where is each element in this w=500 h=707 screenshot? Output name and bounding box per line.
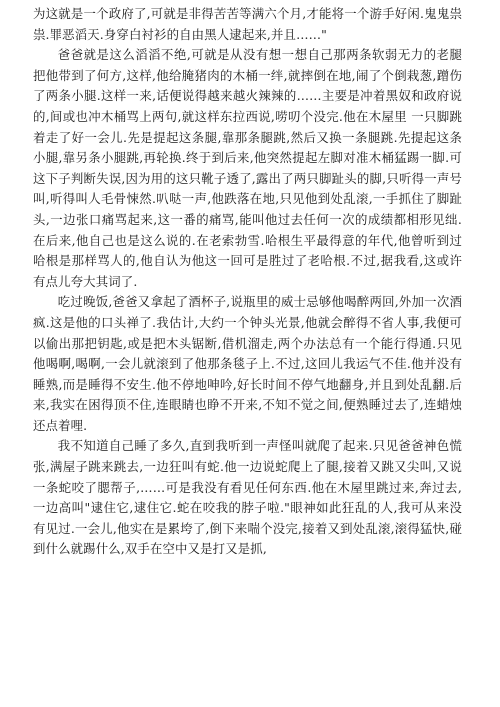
paragraph-after-supper: 吃过晚饭,爸爸又拿起了酒杯子,说瓶里的威士忌够他喝醉两回,外加一次酒疯.这是他的口头禅了.我估计,大约一个钟头光景,他就会醉得不省人事,我便可以偷出那把钥匙,或是把木头锯断,借机溜走,两个办法总有一个能行得通.只见他喝啊,喝啊,一会儿就滚到了他那条毯子上.不过,这回儿我运气不佳.他并没有睡熟,而是睡得不安生.他不停地呻吟,好长时间不停气地翻身,并且到处乱翻.后来,我实在困得顶不住,连眼睛也睁不开来,不知不觉之间,便熟睡过去了,连蜡烛还点着哩. — [33, 294, 462, 433]
paragraph-dad-kicks-barrel: 爸爸就是这么滔滔不绝,可就是从没有想一想自己那两条软弱无力的老腿把他带到了何方,这样,他给腌猪肉的木桶一绊,就摔倒在地,闹了个倒栽葱,蹭伤了两条小腿.这样一来,话便说得越来越火辣辣的……主要是冲着黑奴和政府说的,间或也冲木桶骂上两句,就这样东拉西说,唠叨个没完.他在木屋里 一只脚跳着走了好一会儿.先是提起这条腿,靠那条腿跳,然后又换一条腿跳.先提起这条小腿,靠另条小腿跳,再轮换.终于到后来,他突然提起左脚对准木桶猛踢一脚.可这下子判断失误,因为用的这只靴子透了,露出了两只脚趾头的脚,只听得一声号叫,听得叫人毛骨悚然.叭哒一声,他跌落在地,只见他到处乱滚,一手抓住了脚趾头,一边张口痛骂起来,这一番的痛骂,能叫他过去任何一次的成绩都相形见绌.在后来,他自己也是这么说的.在老索勃雪.哈根生平最得意的年代,他曾听到过哈根是那样骂人的,他自认为他这一回可是胜过了老哈根.不过,据我看,这或许有点儿夸大其词了. — [33, 47, 462, 289]
paragraph-snakes: 我不知道自己睡了多久,直到我听到一声怪叫就爬了起来.只见爸爸神色慌张,满屋子跳来跳去,一边狂叫有蛇.他一边说蛇爬上了腿,接着又跳又尖叫,又说一条蛇咬了腮帮子,……可是我没有看见任何东西.他在木屋里跳过来,奔过去,一边高叫"逮住它,逮住它.蛇在咬我的脖子啦."眼神如此狂乱的人,我可从来没有见过.一会儿,他实在是累垮了,倒下来喘个没完,接着又到处乱滚,滚得猛快,碰到什么就踢什么,双手在空中又是打又是抓, — [33, 438, 462, 557]
paragraph-continuation: 为这就是一个政府了,可就是非得苦苦等满六个月,才能将一个游手好闲.鬼鬼祟祟.罪恶滔天.身穿白衬衫的自由黑人逮起来,并且……" — [33, 6, 462, 42]
